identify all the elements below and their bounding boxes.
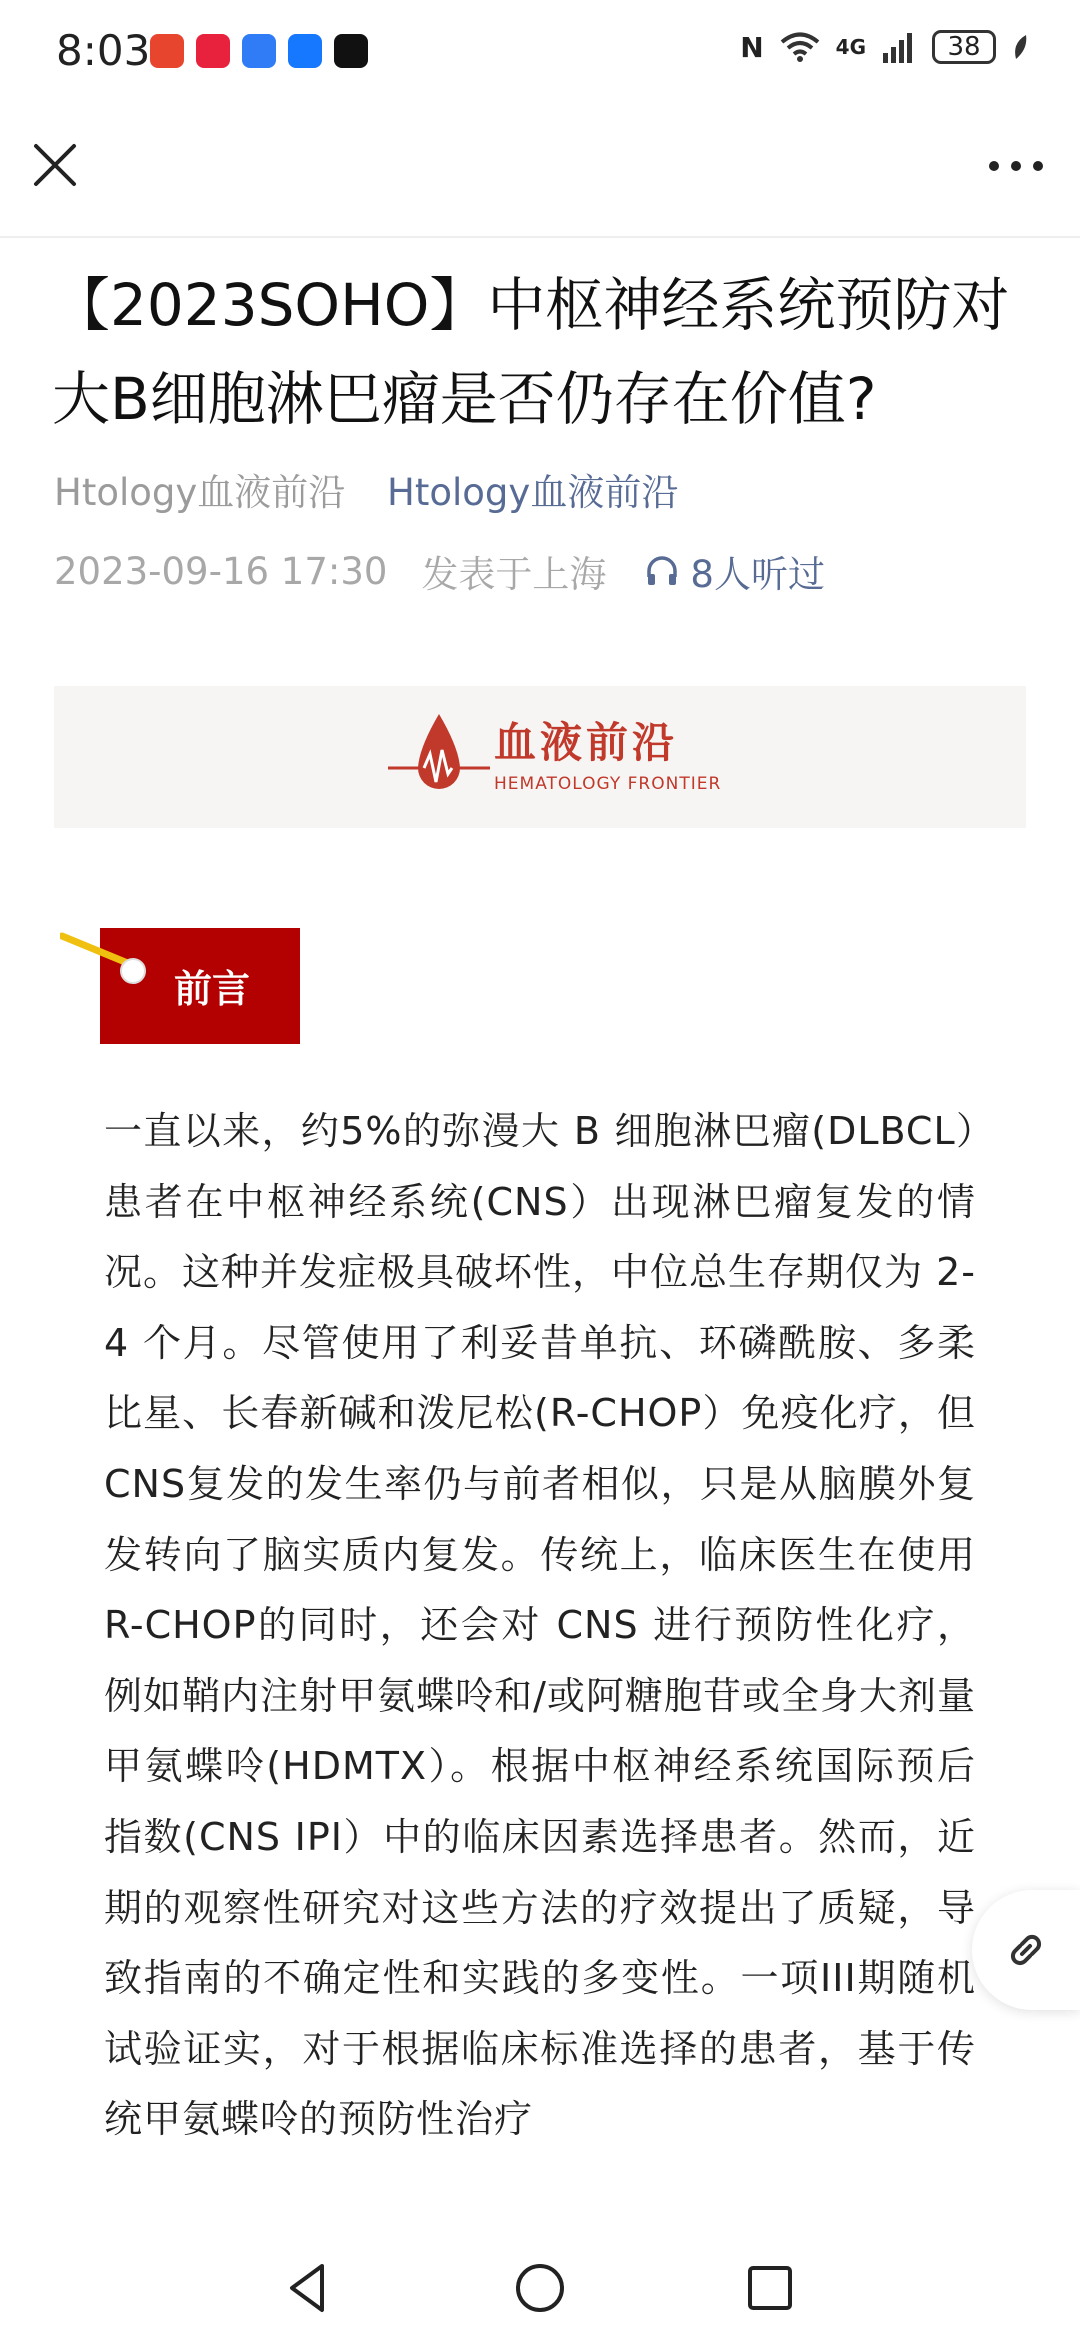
system-status <box>740 30 1028 64</box>
clock: 8:03 <box>56 26 151 75</box>
network-type: 4G <box>835 35 866 59</box>
article-paragraph: 一直以来，约5%的弥漫大 B 细胞淋巴瘤(DLBCL）患者在中枢神经系统(CNS）出现淋巴瘤复发的情况。这种并发症极具破坏性，中位总生存期仅为 2-4 个月。尽管使用了利妥昔单抗、环磷酰胺、多柔比星、长春新碱和泼尼松(R-CHOP）免疫化疗，但CNS复发的发生率仍与前者相似，只是从脑膜外复发转向了脑实质内复发。传统上，临床医生在使用R-CHOP的同时，还会对 CNS 进行预防性化疗，例如鞘内注射甲氨蝶呤和/或阿糖胞苷或全身大剂量甲氨蝶呤(HDMTX）。根据中枢神经系统国际预后指数(CNS IPI）中的临床因素选择患者。然而，近期的观察性研究对这些方法的疗效提出了质疑，导致指南的不确定性和实践的多变性。一项III期随机试验证实，对于根据临床标准选择的患者，基于传统甲氨蝶呤的预防性治疗 <box>104 1109 976 2142</box>
listen-button[interactable] <box>644 544 825 598</box>
link-icon <box>1002 1926 1050 1974</box>
status-bar <box>0 0 1080 100</box>
notification-icons <box>150 34 368 68</box>
account-link[interactable]: Htology血液前沿 <box>387 471 679 514</box>
leaf-icon <box>1012 33 1028 61</box>
blood-drop-logo-icon <box>384 712 494 804</box>
navigation-bar <box>0 2240 1080 2340</box>
copy-link-button[interactable] <box>972 1890 1080 2010</box>
browser-app-icon <box>242 34 276 68</box>
back-nav-icon[interactable] <box>278 2258 338 2318</box>
brand-name-cn: 血液前沿 <box>494 718 679 767</box>
nfc-icon: N <box>740 30 764 64</box>
signal-icon <box>882 31 916 63</box>
brand-name-en: HEMATOLOGY FRONTIER <box>494 774 722 794</box>
more-options-icon[interactable] <box>986 154 1046 178</box>
battery-icon <box>932 30 996 64</box>
top-bar <box>0 110 1080 238</box>
xiaohongshu-icon <box>196 34 230 68</box>
close-icon[interactable] <box>30 140 80 190</box>
publish-location: 发表于上海 <box>421 553 607 596</box>
pin-icon <box>60 930 160 990</box>
article-title: 【2023SOHO】中枢神经系统预防对大B细胞淋巴瘤是否仍存在价值? <box>52 271 1010 433</box>
author-name: Htology血液前沿 <box>54 471 346 514</box>
battery-level: 38 <box>947 32 981 62</box>
publish-info <box>54 544 825 598</box>
publish-date: 2023-09-16 17:30 <box>54 549 388 593</box>
section-title: 前言 <box>174 967 251 1011</box>
alipay-icon <box>288 34 322 68</box>
home-nav-icon[interactable] <box>510 2258 570 2318</box>
header-banner-image <box>54 686 1026 828</box>
listen-count: 8人听过 <box>690 553 825 596</box>
wifi-icon <box>780 31 820 63</box>
author-line <box>54 462 678 516</box>
headphones-icon <box>644 553 680 589</box>
recents-nav-icon[interactable] <box>740 2258 800 2318</box>
tiktok-icon <box>334 34 368 68</box>
phone-app-icon <box>150 34 184 68</box>
